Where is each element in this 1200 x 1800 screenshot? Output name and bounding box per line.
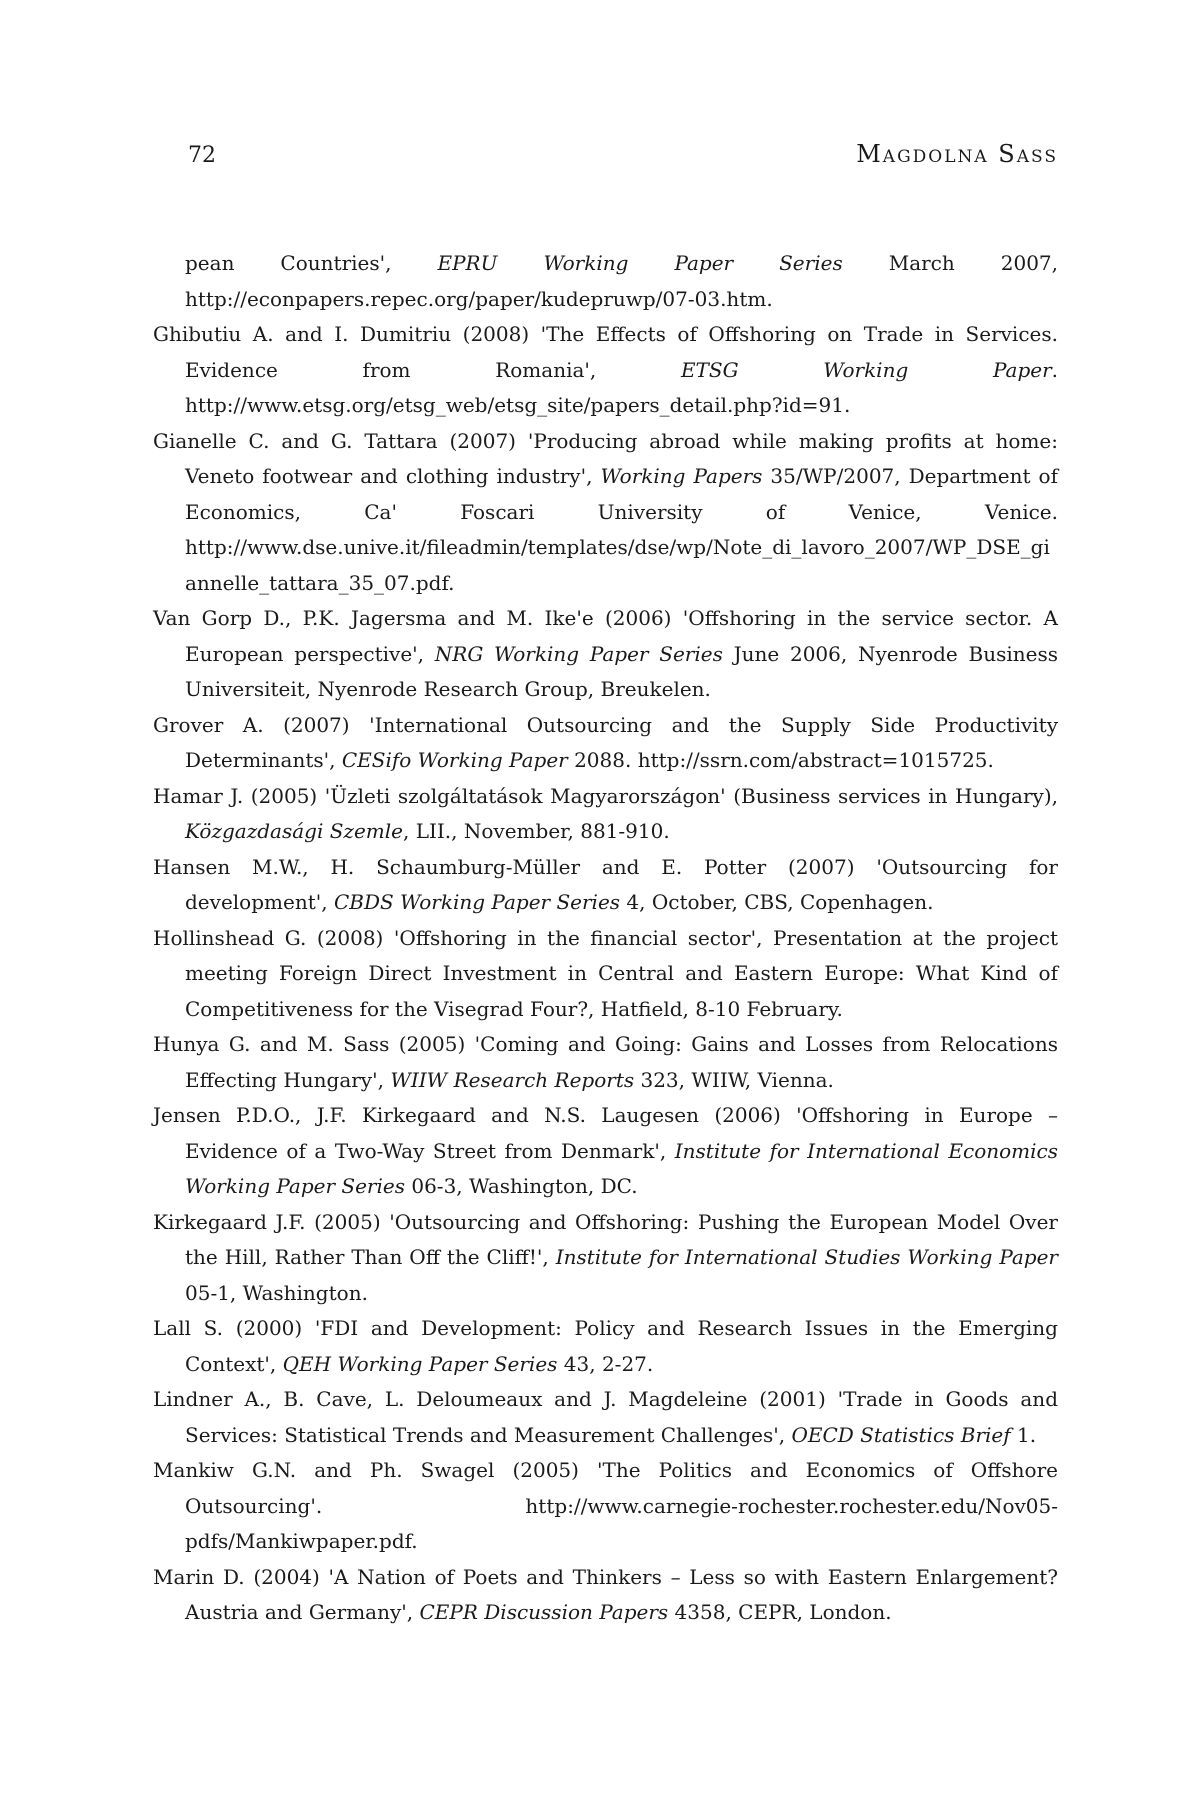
reference-text: Gianelle C. and G. Tattara (2007) 'Producing abroad while making profits at home: Veneto footwear and clothing industry', — [153, 428, 1058, 488]
reference-text: Jensen P.D.O., J.F. Kirkegaard and N.S. Laugesen (2006) 'Offshoring in Europe – Evidence of a Two-Way Street from Denmark', — [153, 1103, 1058, 1163]
reference-source-title: QEH Working Paper Series — [282, 1351, 558, 1376]
reference-text: 4, October, CBS, Copenhagen. — [620, 890, 934, 914]
page-number: 72 — [188, 143, 216, 168]
reference-text: 35/WP/2007, Department of Economics, Ca' Foscari University of Venice, Venice. http://www.dse.unive.it/fileadmin/templates/dse/wp/Note_di_lavoro_2007/WP_DSE_giannelle_tattara_35_07.pdf. — [185, 464, 1058, 595]
reference-list — [153, 246, 1058, 1631]
reference-entry — [153, 1205, 1058, 1312]
reference-text: Grover A. (2007) 'International Outsourcing and the Supply Side Productivity Determinants', — [153, 712, 1058, 772]
reference-source-title: Working Papers — [600, 464, 763, 488]
reference-source-title: EPRU Working Paper Series — [437, 251, 843, 275]
reference-entry — [153, 317, 1058, 424]
reference-text: pean Countries', — [185, 251, 438, 275]
reference-entry — [153, 1027, 1058, 1098]
reference-text: June 2006, Nyenrode Business Universiteit, Nyenrode Research Group, Breukelen. — [185, 641, 1058, 701]
reference-text: Hunya G. and M. Sass (2005) 'Coming and Going: Gains and Losses from Relocations Effecting Hungary', — [153, 1032, 1058, 1092]
reference-text: , LII., November, 881-910. — [403, 819, 670, 843]
reference-entry — [153, 1098, 1058, 1205]
reference-text: Hollinshead G. (2008) 'Offshoring in the financial sector', Presentation at the project meeting Foreign Direct Investment in Central and Eastern Europe: What Kind of Competitiveness for the Visegrad Four?, Hatfield, 8-10 February. — [153, 925, 1058, 1021]
reference-source-title: CEPR Discussion Papers — [419, 1600, 669, 1624]
reference-text: Ghibutiu A. and I. Dumitriu (2008) 'The Effects of Offshoring on Trade in Services. Evidence from Romania', — [153, 322, 1058, 382]
reference-text: Kirkegaard J.F. (2005) 'Outsourcing and Offshoring: Pushing the European Model Over the Hill, Rather Than Off the Cliff!', — [153, 1209, 1058, 1269]
reference-text: Hansen M.W., H. Schaumburg-Müller and E. Potter (2007) 'Outsourcing for development', — [153, 854, 1058, 914]
reference-entry — [153, 1453, 1058, 1560]
reference-entry — [153, 424, 1058, 602]
reference-source-title: ETSG Working Paper — [680, 357, 1052, 382]
reference-text: Marin D. (2004) 'A Nation of Poets and Thinkers – Less so with Eastern Enlargement? Austria and Germany', — [153, 1564, 1058, 1624]
reference-text: 06-3, Washington, DC. — [405, 1174, 638, 1198]
reference-source-title: Institute for International Studies Working Paper — [555, 1245, 1058, 1269]
reference-text: Mankiw G.N. and Ph. Swagel (2005) 'The Politics and Economics of Offshore Outsourcing'. http://www.carnegie-rochester.rochester.edu/Nov05-pdfs/Mankiwpaper.pdf. — [153, 1458, 1058, 1553]
reference-text: March 2007, http://econpapers.repec.org/paper/kudepruwp/07-03.htm. — [185, 251, 1059, 311]
reference-source-title: WIIW Research Reports — [390, 1067, 635, 1092]
reference-text: Van Gorp D., P.K. Jagersma and M. Ike'e (2006) 'Offshoring in the service sector. A European perspective', — [153, 606, 1058, 666]
reference-entry — [153, 601, 1058, 708]
reference-text: 1. — [1010, 1422, 1037, 1447]
reference-source-title: OECD Statistics Brief — [791, 1422, 1011, 1447]
reference-entry — [153, 708, 1058, 779]
reference-text: Lindner A., B. Cave, L. Deloumeaux and J. Magdeleine (2001) 'Trade in Goods and Services: Statistical Trends and Measurement Challenges', — [153, 1387, 1058, 1447]
reference-entry — [153, 921, 1058, 1028]
running-author: Magdolna Sass — [856, 140, 1058, 168]
reference-entry — [153, 1560, 1058, 1631]
reference-source-title: Közgazdasági Szemle — [185, 819, 403, 843]
reference-entry — [153, 850, 1058, 921]
running-header — [188, 140, 1058, 176]
reference-text: Hamar J. (2005) 'Üzleti szolgáltatások Magyarországon' (Business services in Hungary), — [153, 783, 1058, 808]
reference-entry — [153, 1382, 1058, 1453]
reference-entry — [153, 246, 1058, 317]
reference-text: 43, 2-27. — [557, 1351, 654, 1376]
reference-source-title: Institute for International Economics Working Paper Series — [185, 1138, 1058, 1198]
reference-text: 323, WIIW, Vienna. — [634, 1067, 834, 1092]
reference-entry — [153, 1311, 1058, 1382]
reference-entry — [153, 779, 1058, 850]
reference-text: Lall S. (2000) 'FDI and Development: Policy and Research Issues in the Emerging Context', — [153, 1316, 1058, 1376]
reference-text: 2088. http://ssrn.com/abstract=1015725. — [567, 748, 994, 772]
reference-source-title: CBDS Working Paper Series — [333, 890, 621, 914]
reference-source-title: CESifo Working Paper — [341, 748, 568, 772]
reference-text: . http://www.etsg.org/etsg_web/etsg_site/papers_detail.php?id=91. — [185, 357, 1059, 417]
reference-text: 4358, CEPR, London. — [668, 1600, 892, 1624]
reference-source-title: NRG Working Paper Series — [434, 641, 723, 666]
reference-text: 05-1, Washington. — [185, 1280, 368, 1305]
